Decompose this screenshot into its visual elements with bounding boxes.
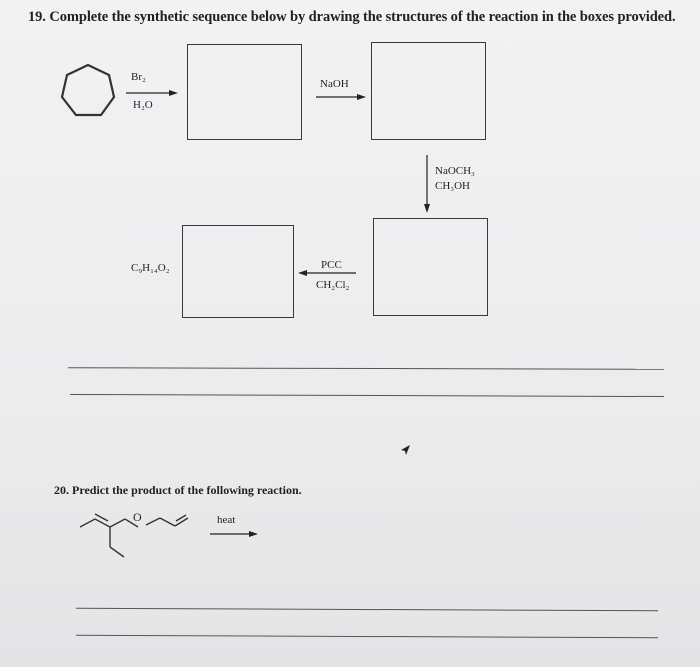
answer-line-2[interactable]	[70, 394, 664, 397]
final-product-formula: C₉H₁₄O₂	[131, 262, 170, 274]
allyl-ether-structure	[80, 505, 200, 565]
cycloheptane-structure	[58, 62, 118, 122]
svg-text:O: O	[133, 510, 142, 524]
heat-reagent: heat	[217, 514, 236, 526]
step4-arrow	[298, 268, 356, 278]
answer-line-4[interactable]	[76, 635, 658, 639]
step3-arrow	[422, 155, 432, 213]
step3-reagent-line1: NaOCH₃	[435, 165, 475, 177]
answer-box-2[interactable]	[371, 42, 486, 140]
heat-arrow	[210, 529, 258, 539]
answer-box-1[interactable]	[187, 44, 302, 140]
step4-reagent-bottom: CH₂Cl₂	[316, 279, 350, 291]
question-20-title: 20. Predict the product of the following reaction.	[54, 483, 302, 497]
answer-box-4[interactable]	[182, 225, 294, 318]
step3-reagent-line2: CH₃OH	[435, 180, 471, 192]
step2-arrow	[316, 92, 366, 102]
step4-reagent-top: PCC	[321, 259, 342, 271]
question-19-title: 19. Complete the synthetic sequence below by drawing the structures of the reaction in the boxes provided.	[28, 9, 676, 25]
step1-arrow	[126, 88, 178, 98]
step1-reagent-top: Br₂	[131, 71, 146, 83]
step1-reagent-bottom: H₂O	[133, 99, 153, 111]
answer-line-1[interactable]	[68, 367, 664, 370]
answer-line-3[interactable]	[76, 608, 658, 612]
step2-reagent-top: NaOH	[320, 78, 349, 90]
answer-box-3[interactable]	[373, 218, 488, 316]
mouse-cursor-icon	[400, 444, 412, 456]
